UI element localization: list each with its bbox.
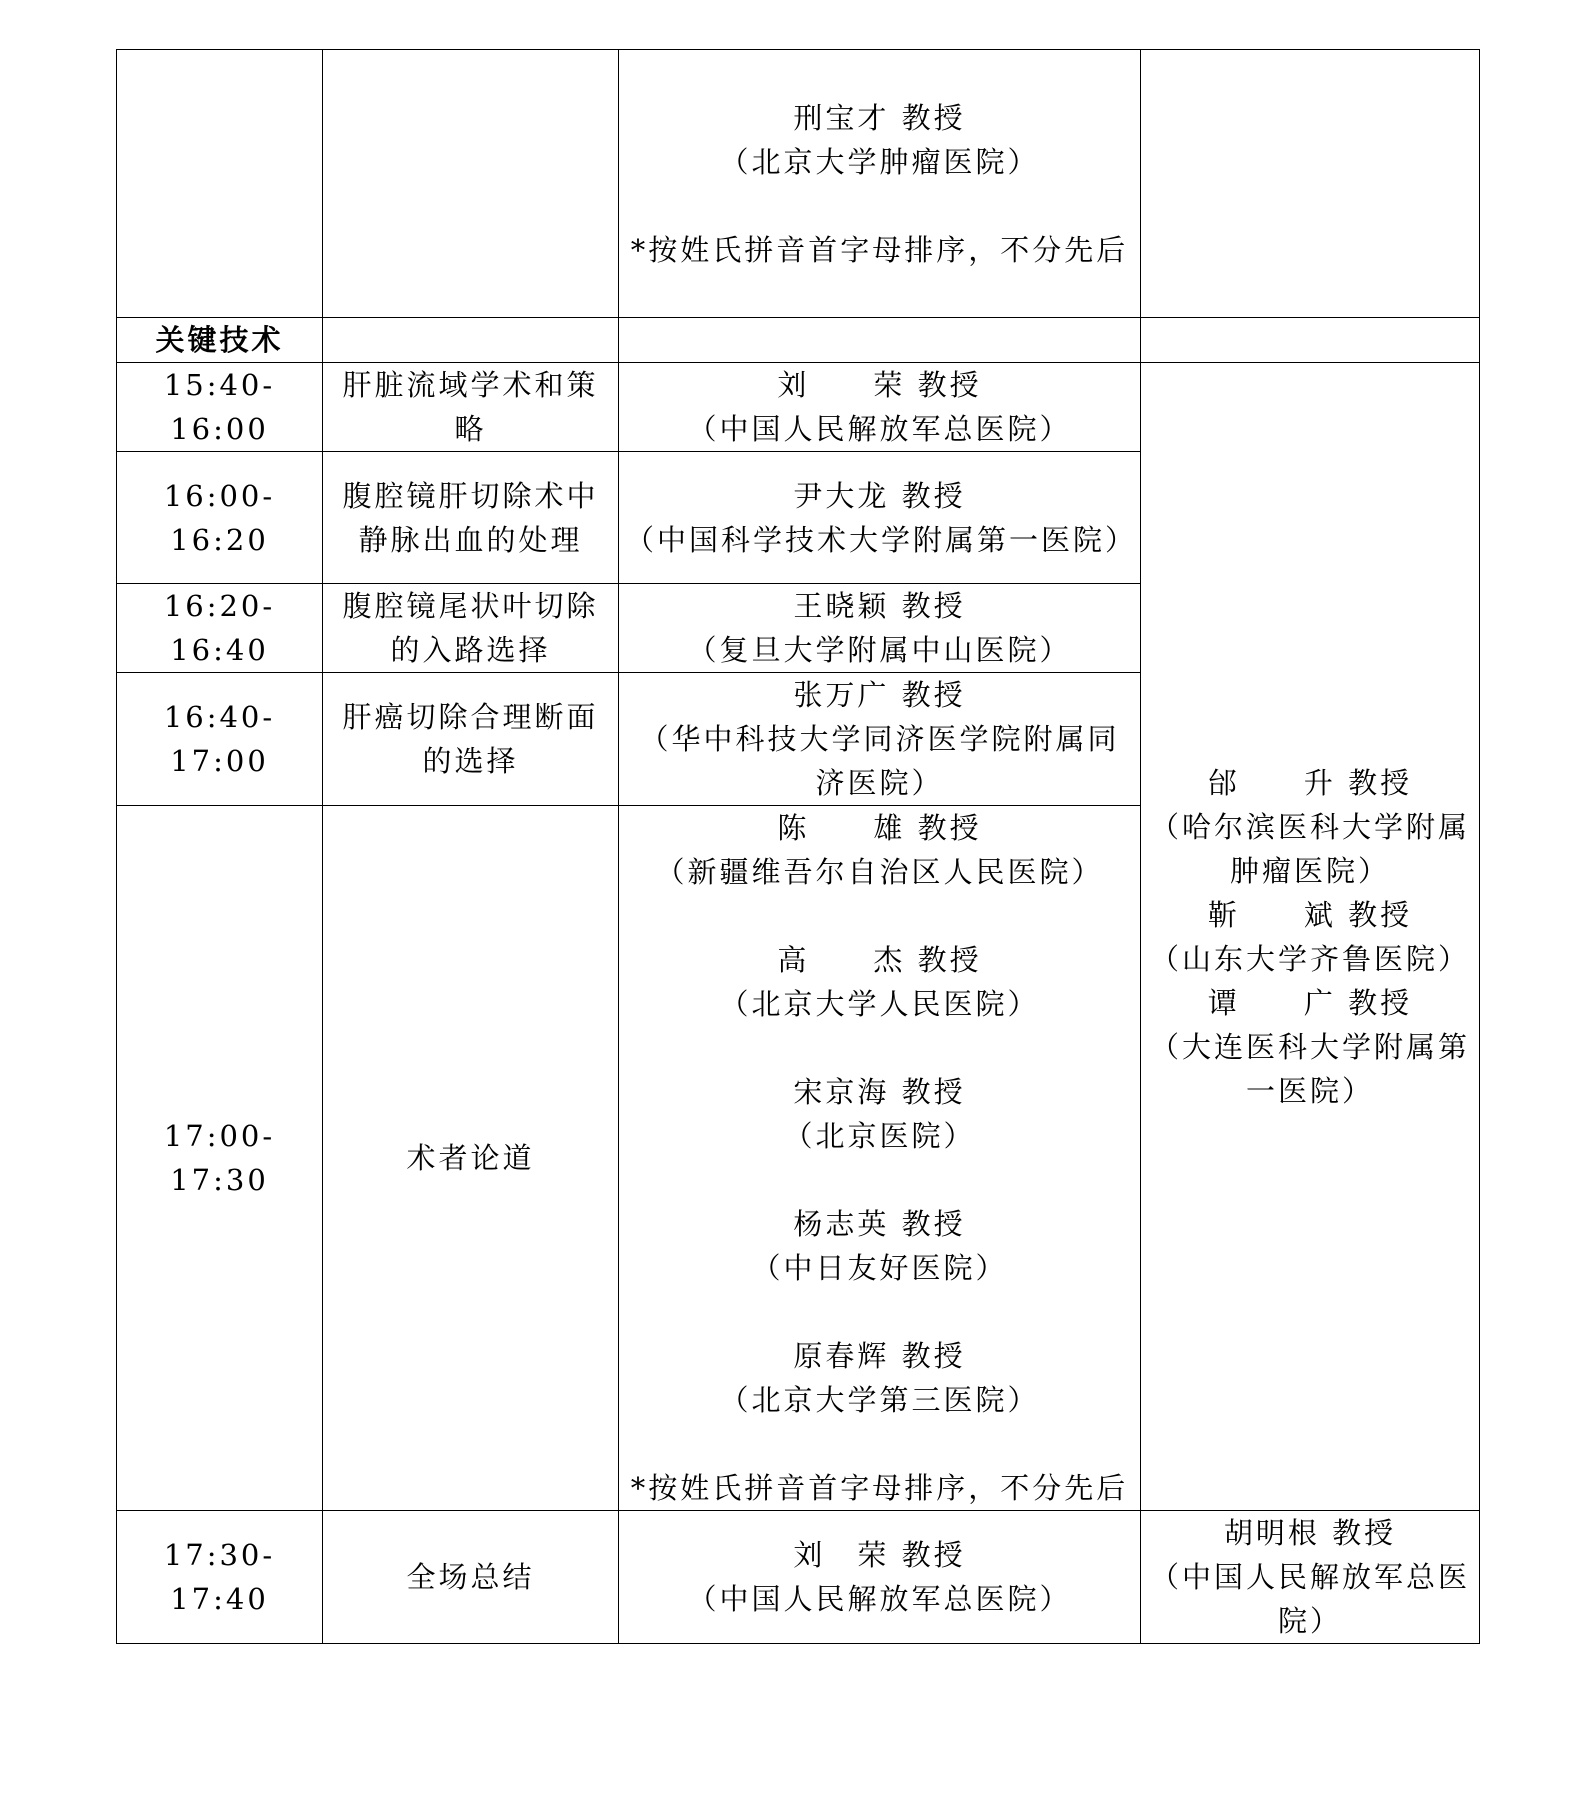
- speaker-name: 原春辉 教授: [793, 1339, 966, 1373]
- section-label: 关键技术: [117, 318, 323, 363]
- time-cell: 17:00-17:30: [117, 806, 323, 1511]
- host-affiliation: （山东大学齐鲁医院）: [1149, 941, 1470, 976]
- table-row: [117, 50, 1480, 318]
- topic-cell-empty: [323, 50, 619, 318]
- topic-cell: 全场总结: [323, 1511, 619, 1644]
- speaker-name: 张万广 教授: [793, 678, 966, 712]
- host-affiliation: （大连医科大学附属第一医院）: [1149, 1029, 1470, 1108]
- host-name: 靳 斌 教授: [1207, 897, 1413, 932]
- topic-cell: 术者论道: [323, 806, 619, 1511]
- speaker-cell: [619, 806, 1141, 1511]
- speaker-cell: [619, 50, 1141, 318]
- speaker-name: 陈 雄 教授: [777, 811, 982, 845]
- speaker-affiliation: （北京大学人民医院）: [719, 987, 1040, 1021]
- time-cell: 16:00-16:20: [117, 452, 323, 584]
- speaker-name: 宋京海 教授: [793, 1075, 966, 1109]
- speaker-affiliation: （北京大学第三医院）: [719, 1383, 1040, 1417]
- speaker-name: 王晓颖 教授: [793, 589, 966, 623]
- speaker-cell: [619, 363, 1141, 452]
- speaker-affiliation: （复旦大学附属中山医院）: [687, 633, 1072, 667]
- speaker-affiliation: （华中科技大学同济医学院附属同济医院）: [639, 722, 1120, 800]
- table-row: [117, 1511, 1480, 1644]
- speaker-cell: [619, 452, 1141, 584]
- host-affiliation: （哈尔滨医科大学附属肿瘤医院）: [1149, 809, 1470, 888]
- host-cell-empty: [1141, 50, 1480, 318]
- empty-cell: [1141, 318, 1480, 363]
- host-name: 邰 升 教授: [1207, 765, 1413, 800]
- speaker-cell: [619, 1511, 1141, 1644]
- speaker-name: 高 杰 教授: [777, 943, 982, 977]
- speaker-affiliation: （中国科学技术大学附属第一医院）: [625, 522, 1138, 557]
- time-cell: 17:30-17:40: [117, 1511, 323, 1644]
- topic-cell: 腹腔镜尾状叶切除的入路选择: [323, 584, 619, 673]
- host-cell: [1141, 363, 1480, 1511]
- speaker-affiliation: （新疆维吾尔自治区人民医院）: [655, 855, 1104, 889]
- topic-cell: 肝癌切除合理断面的选择: [323, 673, 619, 806]
- ordering-note: *按姓氏拼音首字母排序，不分先后: [630, 232, 1129, 267]
- speaker-affiliation: （北京大学肿瘤医院）: [719, 144, 1040, 179]
- host-cell: [1141, 1511, 1480, 1644]
- section-row: [117, 318, 1480, 363]
- topic-cell: 肝脏流域学术和策略: [323, 363, 619, 452]
- topic-cell: 腹腔镜肝切除术中静脉出血的处理: [323, 452, 619, 584]
- time-cell-empty: [117, 50, 323, 318]
- host-name: 谭 广 教授: [1207, 985, 1413, 1020]
- time-cell: 15:40-16:00: [117, 363, 323, 452]
- host-name: 胡明根 教授: [1223, 1516, 1397, 1550]
- host-affiliation: （中国人民解放军总医院）: [1149, 1560, 1470, 1638]
- speaker-name: 杨志英 教授: [793, 1207, 966, 1241]
- speaker-name: 刘 荣 教授: [793, 1538, 966, 1572]
- speaker-affiliation: （中日友好医院）: [751, 1251, 1008, 1285]
- speaker-name: 刘 荣 教授: [777, 368, 982, 402]
- empty-cell: [619, 318, 1141, 363]
- time-cell: 16:40-17:00: [117, 673, 323, 806]
- speaker-name: 刑宝才 教授: [793, 100, 966, 135]
- ordering-note: *按姓氏拼音首字母排序，不分先后: [630, 1471, 1129, 1505]
- speaker-cell: [619, 584, 1141, 673]
- speaker-name: 尹大龙 教授: [793, 478, 966, 513]
- table-row: [117, 363, 1480, 452]
- time-cell: 16:20-16:40: [117, 584, 323, 673]
- speaker-affiliation: （中国人民解放军总医院）: [687, 412, 1072, 446]
- speaker-cell: [619, 673, 1141, 806]
- schedule-table: [116, 49, 1480, 1644]
- speaker-affiliation: （北京医院）: [783, 1119, 976, 1153]
- speaker-affiliation: （中国人民解放军总医院）: [687, 1582, 1072, 1616]
- empty-cell: [323, 318, 619, 363]
